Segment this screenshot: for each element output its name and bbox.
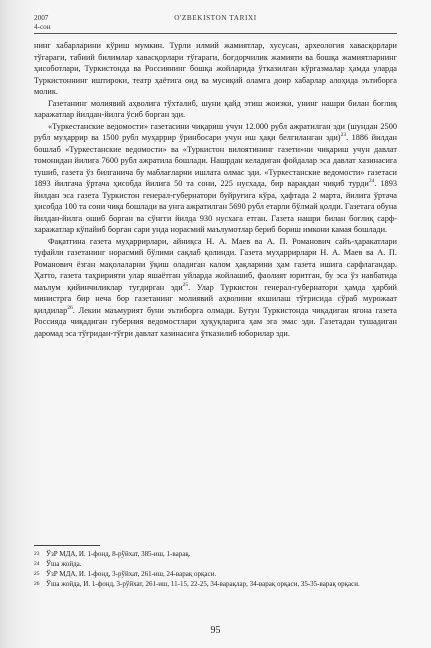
footnote-number: 25 [34,570,40,577]
paragraph-text: . Улар Туркистон генерал-губернатори ҳамда ҳарбий министрга бир неча бор газетанинг молиявий аҳволини яхшилаш тўғрисида сўраб мурожаат қилдилар [34,282,397,315]
footnote [34,550,397,560]
footnote [34,560,397,570]
paragraph [34,98,397,121]
footnote-text: Ўша жойда. [46,559,82,568]
footnote-text: ЎзР МДА, И. 1-фонд, 3-рўйхат, 261-иш, 24-варақ орқаси. [46,569,217,578]
footnote-number: 24 [34,560,40,567]
paragraph-text: Газетанинг молиявий аҳволига тўхталиб, шуни қайд этиш жоизки, унинг нашри билан боғлиқ харажатлар йилдан-йилга ўсиб борган эди. [34,98,397,119]
footnote-number: 26 [34,580,40,587]
footnote-ref: 26 [67,304,73,311]
footnote-ref: 23 [340,132,347,139]
paragraph-text: Фақатгина газета муҳаррирлари, айниқса Н. А. Маев ва А. П. Романович сайъ-ҳаракатлари туфайли газетанинг норасмий бўлими сақлаб қолинди. Газета муҳаррирлари Н. А. Маев ва А. П. Романович ёзган мақолаларни ўқиш оладиган калом ҳақларини ҳам газета ишига сарфлагандар. Ҳатто, газета таҳририяти улар яшаётган уйларда жойлашиб, фаолият юритган, бу эса ўз навбатида маълум қийинчиликлар туғдирган эди [34,236,397,292]
body-text [34,40,397,339]
paragraph-text: нинг хабарларини кўриш мумкин. Турли илмий жамиятлар, хусусан, археология хавасқорлари тўгараги, табиий билимлар хавасқорлари тўгараги, боғдорчилик жамияти ва бошқа жамиятларнинг ҳисоботлари, Туркистонда ва Россиянинг бошқа жойларида ўтказилган кўргазмалар ҳамда уларда Туркистоннинг иштироки, театр ҳаётига оид ва мусиқий оламга доир хабарлар алоҳида эътиборга молик. [34,41,397,96]
footnote-number: 23 [34,551,40,557]
header-issue: 4-сон [34,23,51,31]
footnote-text: ЎзР МДА, И. 1-фонд, 8-рўйхат, 385-иш, 1-варақ. [46,550,191,558]
footnote-ref: 25 [182,281,189,288]
footnote-text: Ўша жойда, И. 1-фонд, 3-рўйхат, 261-иш, 11-15, 22-25, 34-варақлар, 34-варақ орқаси, 35-35-варақ орқаси. [46,579,360,588]
paragraph-text: . 1886 йилдан бошлаб «Туркестанские ведомости» ва «Туркистон вилоятининг газети»ни чиқариш учун давлат томонидан йилига 7600 рубл ажратила бошлади. Нашрдан келадиган фойдалар эса давлат хазинасига тушиб, газета ўз билганича бу маблағларни ишлата олмас эди. «Туркестанские ведомости» газетаси 1893 йилгача ўртача ҳисобда йилига 50 та сони, 225 нусхада, бир варақдан чиқиб турди [34,133,397,188]
paragraph-text: «Туркестанские ведомости» газетасини чиқариш учун 12.000 рубл ажратилган эди (шундан 2500 рубл муҳаррир ва 1500 рубл муҳаррир ўринбосари учун иш ҳақи белгиланган эди) [34,121,397,142]
footnote [34,580,397,590]
paragraph-text: . 1893 йилдан эса газета Туркистон генерал-губернатори буйруғига кўра, ҳафтада 2 марта, йилига ўртача ҳисобда 100 та сони чиқа бошлади ва унга ажратилган 5690 рубл етарли бўлмай қолди. Газетага обуна йилдан-йилга ошиб борган ва сўнгги йилда 930 нусхага етган. Газета нашри билан боғлиқ сарф-харажатлар кўпайиб борган сари унда норасмий маълумотлар бериб бориш имкони камая бошлади. [34,179,397,234]
paragraph-text: . Лекин маъмурият буни эътиборга олмади. Бутун Туркистонда чиқадиган ягона газета Россияда чиқадиган губерния ведомостлари ҳуқуқларига ҳам эга эмас эди. Газетадан тушадиган даромад эса тўғридан-тўғри давлат хазинасига ўтказилиб юборилар эди. [34,305,397,338]
header-journal-title: O'ZBEKISTON TARIXI [174,14,257,22]
footnote [34,570,397,580]
footnote-rule [34,545,100,546]
running-header [34,14,397,38]
footnotes [34,550,397,590]
paragraph [34,121,397,236]
paragraph [34,40,397,98]
header-rule [34,33,397,34]
paragraph [34,236,397,340]
header-year: 2007 [34,14,49,22]
page-number: 95 [210,625,221,636]
footnote-ref: 24 [368,178,375,185]
